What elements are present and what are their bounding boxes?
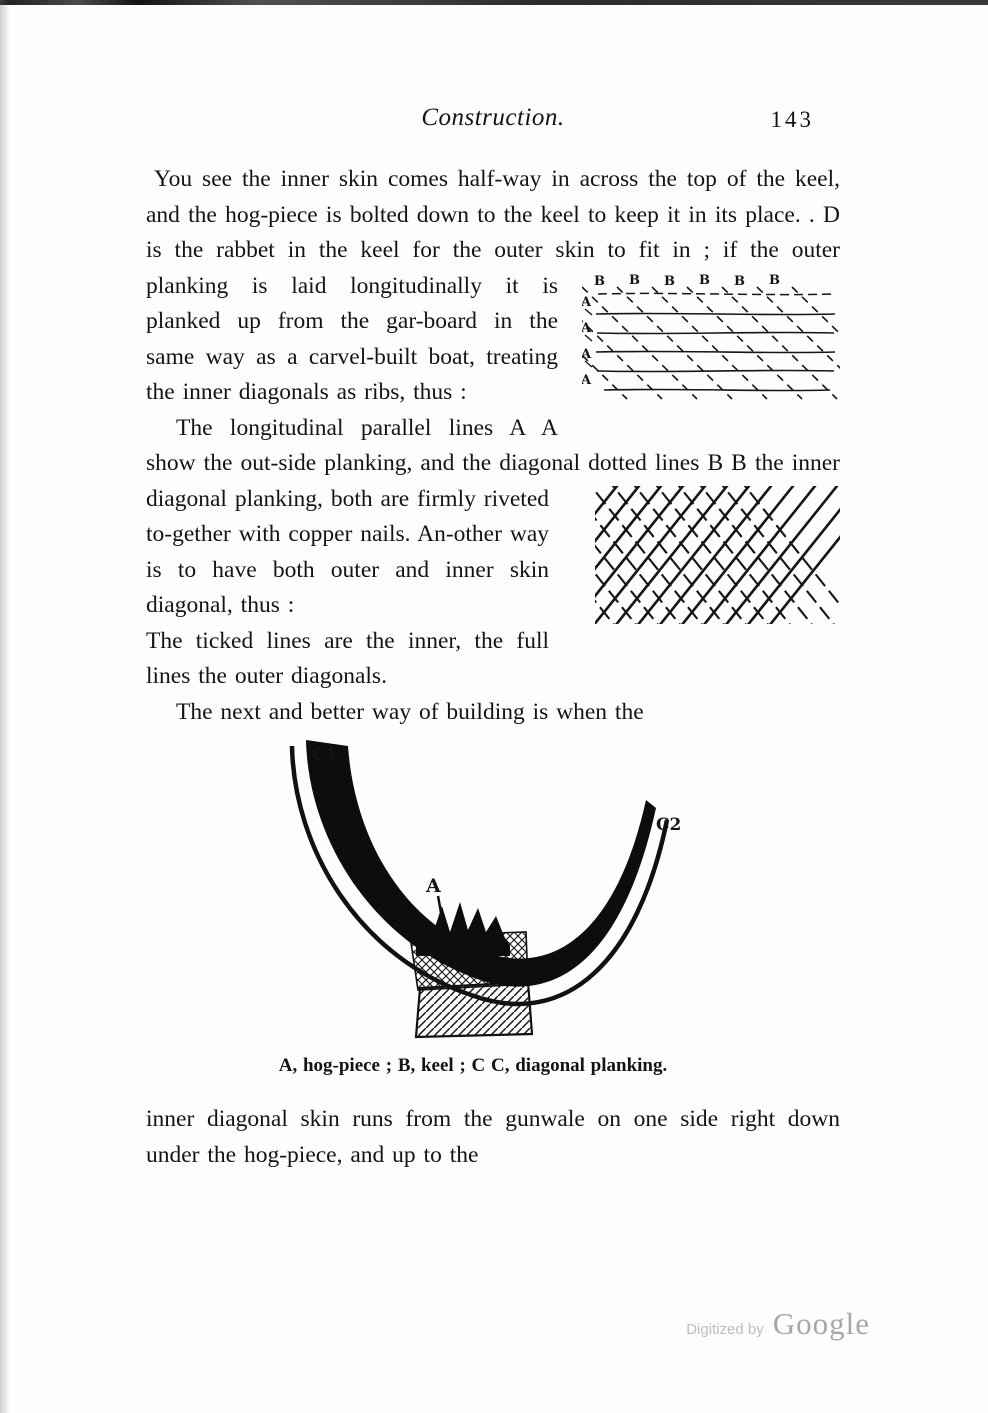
plank-label-b: B	[629, 272, 640, 288]
paragraph-1-text-b: planking is laid longitudinally it is planked up from the gar-board in the same way as a carvel-built boat, treating the inner diagonals as ribs, thus :	[146, 272, 558, 405]
plank-label-a: A	[582, 346, 592, 362]
keel-block	[416, 982, 532, 1037]
boat-label-c2: C2	[656, 815, 682, 835]
paragraph-1	[146, 162, 840, 411]
plank-label-b: B	[594, 273, 605, 289]
plank-label-b: B	[664, 273, 675, 289]
google-logo: Google	[772, 1306, 870, 1341]
diagonal-planking-illustration	[595, 486, 840, 624]
longitudinal-planking-illustration	[582, 273, 840, 401]
scan-left-edge	[0, 0, 10, 1413]
figure-diagonal-planking	[565, 486, 840, 636]
running-header	[146, 104, 840, 144]
paragraph-2	[146, 411, 840, 624]
figure-longitudinal-planking	[574, 273, 840, 413]
figure-caption: A, hog-piece ; B, keel ; C C, diagonal planking.	[278, 1055, 668, 1076]
digitized-watermark	[686, 1306, 870, 1342]
paragraph-1-text-a: You see the inner skin comes half-way in across the top of the keel, and the hog-piece is bolted down to the keel to keep it in its place. . D is the rabbet in the keel for the outer skin to fit in ; if the outer	[146, 166, 840, 263]
page-title: Construction.	[421, 104, 565, 131]
boat-label-a: A	[426, 875, 441, 897]
page-number: 143	[770, 107, 814, 132]
plank-label-a: A	[582, 294, 592, 310]
boat-section-illustration	[258, 740, 688, 1040]
paragraph-3: The ticked lines are the inner, the full lines the outer diagonals.	[146, 627, 549, 689]
plank-label-a: A	[582, 320, 592, 336]
paragraph-2-text-a: The longitudinal parallel lines A A show the out-side planking, and the diagonal dotted lines B B	[146, 414, 755, 476]
figure-boat-section	[258, 740, 688, 1078]
paragraph-4: The next and better way of building is when the	[176, 698, 644, 725]
boat-label-c1: C1	[312, 745, 338, 765]
paragraph-2-text-b: the inner diagonal planking, both are firmly riveted to-gether with copper nails. An-other way is to have both outer and inner skin diagonal, thus :	[146, 450, 840, 618]
plank-label-b: B	[699, 272, 710, 288]
plank-label-b: B	[734, 273, 745, 289]
plank-label-a: A	[582, 372, 592, 388]
watermark-prefix: Digitized by	[686, 1321, 764, 1338]
body-text	[146, 162, 840, 1173]
plank-label-b: B	[769, 272, 780, 288]
scan-top-edge	[0, 0, 988, 5]
paragraph-5: inner diagonal skin runs from the gunwale on one side right down under the hog-piece, and up to the	[146, 1106, 840, 1168]
page-content	[146, 104, 840, 1173]
